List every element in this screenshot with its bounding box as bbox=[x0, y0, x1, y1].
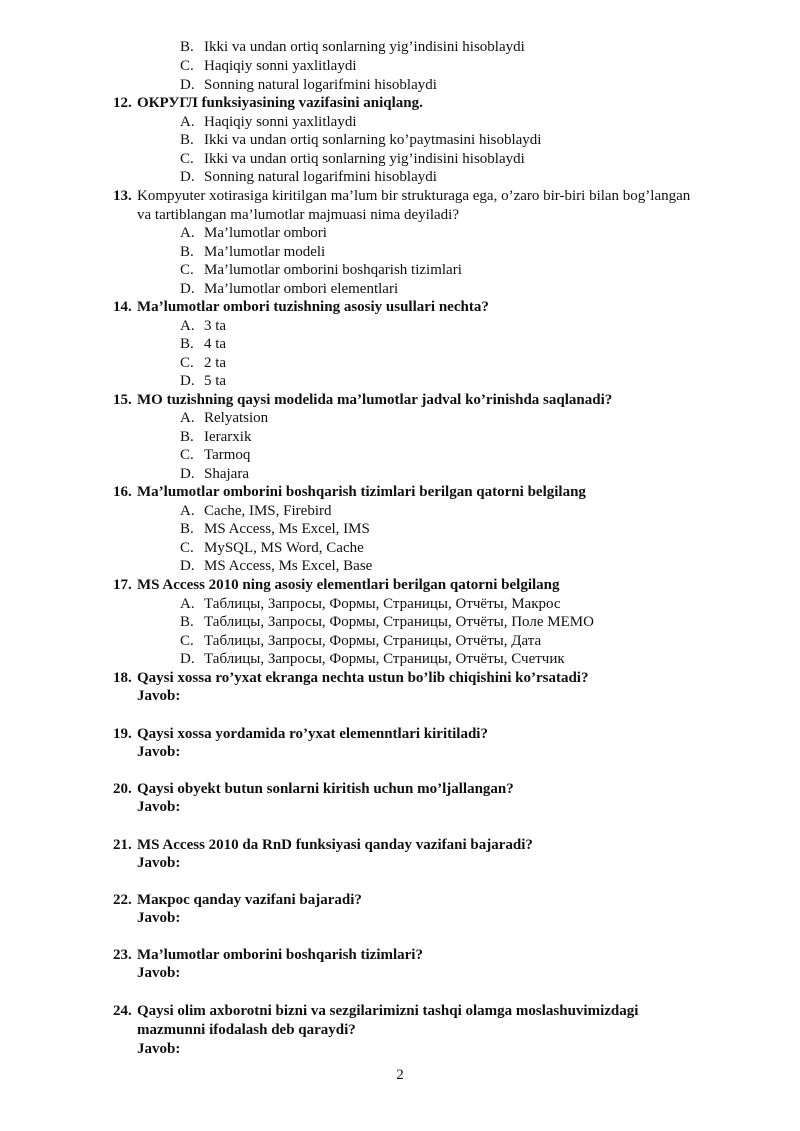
question-12: 12. ОКРУГЛ funksiyasining vazifasini aniqlang. bbox=[113, 95, 423, 111]
page-number: 2 bbox=[396, 1067, 404, 1083]
answer-label: Javob: bbox=[137, 910, 181, 926]
question-13: 13. Kompyuter xotirasiga kiritilgan ma’lum bir strukturaga ega, o’zaro bir-biri bilan bog’langan bbox=[113, 188, 691, 204]
question-23: 23. Ma’lumotlar omborini boshqarish tizimlari? bbox=[113, 947, 423, 963]
option-c: C. Tarmoq bbox=[180, 447, 251, 463]
option-a: A. Haqiqiy sonni yaxlitlaydi bbox=[180, 114, 357, 130]
answer-label: Javob: bbox=[137, 799, 181, 815]
question-22: 22. Макрос qanday vazifani bajaradi? bbox=[113, 892, 362, 908]
option-b: B. Ikki va undan ortiq sonlarning ko’paytmasini hisoblaydi bbox=[180, 132, 542, 148]
question-20: 20. Qaysi obyekt butun sonlarni kiritish uchun mo’ljallangan? bbox=[113, 781, 514, 797]
question-15: 15. MO tuzishning qaysi modelida ma’lumotlar jadval ko’rinishda saqlanadi? bbox=[113, 392, 613, 408]
option-b: B. Ikki va undan ortiq sonlarning yig’indisini hisoblaydi bbox=[180, 39, 525, 55]
question-14: 14. Ma’lumotlar ombori tuzishning asosiy usullari nechta? bbox=[113, 299, 489, 315]
option-b: B. Ma’lumotlar modeli bbox=[180, 244, 326, 260]
option-d: D. 5 ta bbox=[180, 373, 227, 389]
answer-label: Javob: bbox=[137, 744, 181, 760]
option-b: B. MS Access, Ms Excel, IMS bbox=[180, 521, 370, 537]
question-24-continuation: mazmunni ifodalash deb qaraydi? bbox=[137, 1022, 356, 1038]
question-13-continuation: va tartiblangan ma’lumotlar majmuasi nima deyiladi? bbox=[137, 207, 459, 223]
option-a: A. Cache, IMS, Firebird bbox=[180, 503, 332, 519]
option-c: C. Ikki va undan ortiq sonlarning yig’indisini hisoblaydi bbox=[180, 151, 525, 167]
question-16: 16. Ma’lumotlar omborini boshqarish tizimlari berilgan qatorni belgilang bbox=[113, 484, 586, 500]
option-b: B. 4 ta bbox=[180, 336, 227, 352]
question-19: 19. Qaysi xossa yordamida ro’yxat elemenntlari kiritiladi? bbox=[113, 726, 488, 742]
option-c: C. Haqiqiy sonni yaxlitlaydi bbox=[180, 58, 357, 74]
option-c: C. Таблицы, Запросы, Формы, Страницы, Отчёты, Дата bbox=[180, 633, 542, 649]
option-d: D. Sonning natural logarifmini hisoblaydi bbox=[180, 169, 437, 185]
option-d: D. Shajara bbox=[180, 466, 249, 482]
question-21: 21. MS Access 2010 da RnD funksiyasi qanday vazifani bajaradi? bbox=[113, 837, 533, 853]
option-c: C. Ma’lumotlar omborini boshqarish tizimlari bbox=[180, 262, 462, 278]
option-a: A. Relyatsion bbox=[180, 410, 269, 426]
question-17: 17. MS Access 2010 ning asosiy elementlari berilgan qatorni belgilang bbox=[113, 577, 560, 593]
option-b: B. Таблицы, Запросы, Формы, Страницы, Отчёты, Поле МЕМО bbox=[180, 614, 594, 630]
answer-label: Javob: bbox=[137, 855, 181, 871]
option-d: D. Ma’lumotlar ombori elementlari bbox=[180, 281, 399, 297]
question-24: 24. Qaysi olim axborotni bizni va sezgilarimizni tashqi olamga moslashuvimizdagi bbox=[113, 1003, 639, 1019]
answer-label: Javob: bbox=[137, 1041, 181, 1057]
option-d: D. Sonning natural logarifmini hisoblaydi bbox=[180, 77, 437, 93]
option-c: C. 2 ta bbox=[180, 355, 227, 371]
answer-label: Javob: bbox=[137, 688, 181, 704]
option-a: A. Ma’lumotlar ombori bbox=[180, 225, 327, 241]
option-d: D. MS Access, Ms Excel, Base bbox=[180, 558, 373, 574]
answer-label: Javob: bbox=[137, 965, 181, 981]
option-a: A. 3 ta bbox=[180, 318, 227, 334]
option-b: B. Ierarxik bbox=[180, 429, 252, 445]
option-a: A. Таблицы, Запросы, Формы, Страницы, Отчёты, Макрос bbox=[180, 596, 561, 612]
option-d: D. Таблицы, Запросы, Формы, Страницы, Отчёты, Счетчик bbox=[180, 651, 565, 667]
option-c: C. MySQL, MS Word, Cache bbox=[180, 540, 364, 556]
question-18: 18. Qaysi xossa ro’yxat ekranga nechta ustun bo’lib chiqishini ko’rsatadi? bbox=[113, 670, 589, 686]
